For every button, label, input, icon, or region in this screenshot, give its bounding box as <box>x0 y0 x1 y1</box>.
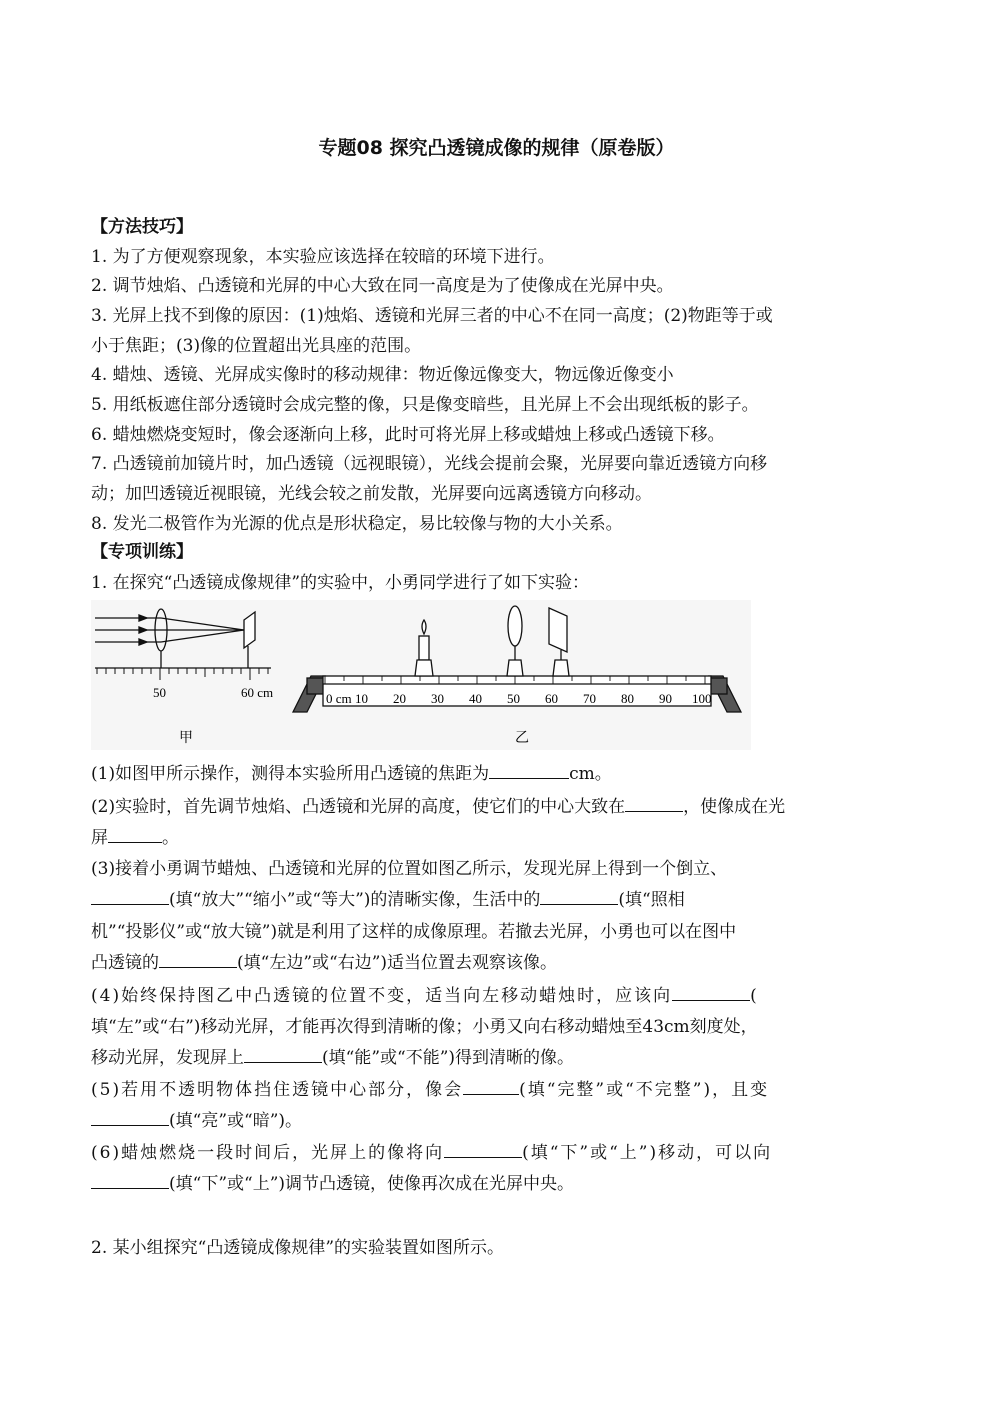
sub-question-6: (6)蜡烛燃烧一段时间后，光屏上的像将向 (填“下”或“上”)移动，可以向 <box>91 1143 773 1163</box>
page-title: 专题08 探究凸透镜成像的规律（原卷版） <box>318 137 675 159</box>
method-item-1: 1. 为了方便观察现象，本实验应该选择在较暗的环境下进行。 <box>91 247 555 267</box>
method-item-3-cont: 小于焦距；(3)像的位置超出光具座的范围。 <box>91 336 422 356</box>
sub-question-3: (3)接着小勇调节蜡烛、凸透镜和光屏的位置如图乙所示，发现光屏上得到一个倒立、 <box>91 859 728 879</box>
method-item-6: 6. 蜡烛燃烧变短时，像会逐渐向上移，此时可将光屏上移或蜡烛上移或凸透镜下移。 <box>91 425 725 445</box>
ruler-jia-ticks <box>97 668 268 680</box>
yi-tick-50: 50 <box>507 691 520 706</box>
answer-blank-3a[interactable] <box>91 889 169 905</box>
sub-question-3-l2: (填“放大”“缩小”或“等大”)的清晰实像，生活中的 (填“照相 <box>91 889 685 911</box>
method-item-4: 4. 蜡烛、透镜、光屏成实像时的移动规律：物近像远像变大，物远像近像变小 <box>91 365 674 385</box>
sub-question-2: (2)实验时，首先调节烛焰、凸透镜和光屏的高度，使它们的中心大致在 ，使像成在光 <box>91 797 786 817</box>
sub-question-6-l2: (填“下”或“上”)调节凸透镜，使像再次成在光屏中央。 <box>91 1173 574 1195</box>
yi-tick-40: 40 <box>469 691 482 706</box>
method-item-2: 2. 调节烛焰、凸透镜和光屏的中心大致在同一高度是为了使像成在光屏中央。 <box>91 276 674 296</box>
answer-blank-5b[interactable] <box>91 1110 169 1126</box>
answer-blank-4b[interactable] <box>244 1047 322 1063</box>
yi-tick-70: 70 <box>583 691 596 706</box>
yi-label: 乙 <box>515 731 529 746</box>
yi-tick-30: 30 <box>431 691 444 706</box>
question-2-stem: 2. 某小组探究“凸透镜成像规律”的实验装置如图所示。 <box>91 1238 505 1258</box>
sub-question-2-cont: 屏 。 <box>91 828 179 848</box>
answer-blank-2b[interactable] <box>108 827 162 843</box>
sub-question-5: (5)若用不透明物体挡住透镜中心部分，像会 (填“完整”或“不完整”)，且变 <box>91 1080 770 1100</box>
jia-tick-60: 60 cm <box>241 685 274 700</box>
screen-icon <box>549 608 569 676</box>
yi-tick-90: 90 <box>659 691 672 706</box>
lens-icon <box>507 606 523 676</box>
sub-question-3-l4: 凸透镜的 (填“左边”或“右边”)适当位置去观察该像。 <box>91 953 558 973</box>
answer-blank-3c[interactable] <box>159 952 237 968</box>
sub-question-4-l2: 填“左”或“右”)移动光屏，才能再次得到清晰的像；小勇又向右移动蜡烛至43cm刻度处， <box>91 1017 758 1037</box>
method-item-8: 8. 发光二极管作为光源的优点是形状稳定，易比较像与物的大小关系。 <box>91 514 623 534</box>
experiment-figure <box>91 600 751 750</box>
jia-tick-50: 50 <box>153 685 166 700</box>
answer-blank-3b[interactable] <box>540 889 618 905</box>
answer-blank-5a[interactable] <box>463 1079 519 1095</box>
jia-label: 甲 <box>179 731 193 746</box>
answer-blank-4a[interactable] <box>672 985 750 1001</box>
answer-blank-1[interactable] <box>489 763 569 779</box>
yi-tick-20: 20 <box>393 691 406 706</box>
method-item-5: 5. 用纸板遮住部分透镜时会成完整的像，只是像变暗些，且光屏上不会出现纸板的影子。 <box>91 395 759 415</box>
yi-tick-0: 0 cm <box>326 691 352 706</box>
method-item-7-cont: 动；加凹透镜近视眼镜，光线会较之前发散，光屏要向远离透镜方向移动。 <box>91 484 652 504</box>
sub-question-1: (1)如图甲所示操作，测得本实验所用凸透镜的焦距为 cm。 <box>91 764 612 784</box>
yi-tick-80: 80 <box>621 691 634 706</box>
method-item-7: 7. 凸透镜前加镜片时，加凸透镜（远视眼镜），光线会提前会聚，光屏要向靠近透镜方向移 <box>91 454 768 474</box>
sub-question-4: (4)始终保持图乙中凸透镜的位置不变，适当向左移动蜡烛时，应该向 ( <box>91 986 759 1006</box>
yi-tick-60: 60 <box>545 691 558 706</box>
yi-tick-100: 100 <box>692 691 712 706</box>
sub-question-5-l2: (填“亮”或“暗”)。 <box>91 1110 302 1132</box>
yi-tick-10: 10 <box>355 691 368 706</box>
method-heading: 【方法技巧】 <box>91 217 193 237</box>
sub-question-4-l3: 移动光屏，发现屏上 (填“能”或“不能”)得到清晰的像。 <box>91 1048 575 1068</box>
sub-question-3-l3: 机”“投影仪”或“放大镜”)就是利用了这样的成像原理。若撤去光屏，小勇也可以在图中 <box>91 922 737 942</box>
method-item-3: 3. 光屏上找不到像的原因：(1)烛焰、透镜和光屏三者的中心不在同一高度；(2)物距等于或 <box>91 306 773 326</box>
question-1-stem: 1. 在探究“凸透镜成像规律”的实验中，小勇同学进行了如下实验： <box>91 573 590 593</box>
answer-blank-6a[interactable] <box>444 1142 522 1158</box>
answer-blank-2a[interactable] <box>625 796 683 812</box>
figure-jia <box>95 609 271 680</box>
candle-icon <box>415 620 433 676</box>
answer-blank-6b[interactable] <box>91 1173 169 1189</box>
training-heading: 【专项训练】 <box>91 542 193 562</box>
